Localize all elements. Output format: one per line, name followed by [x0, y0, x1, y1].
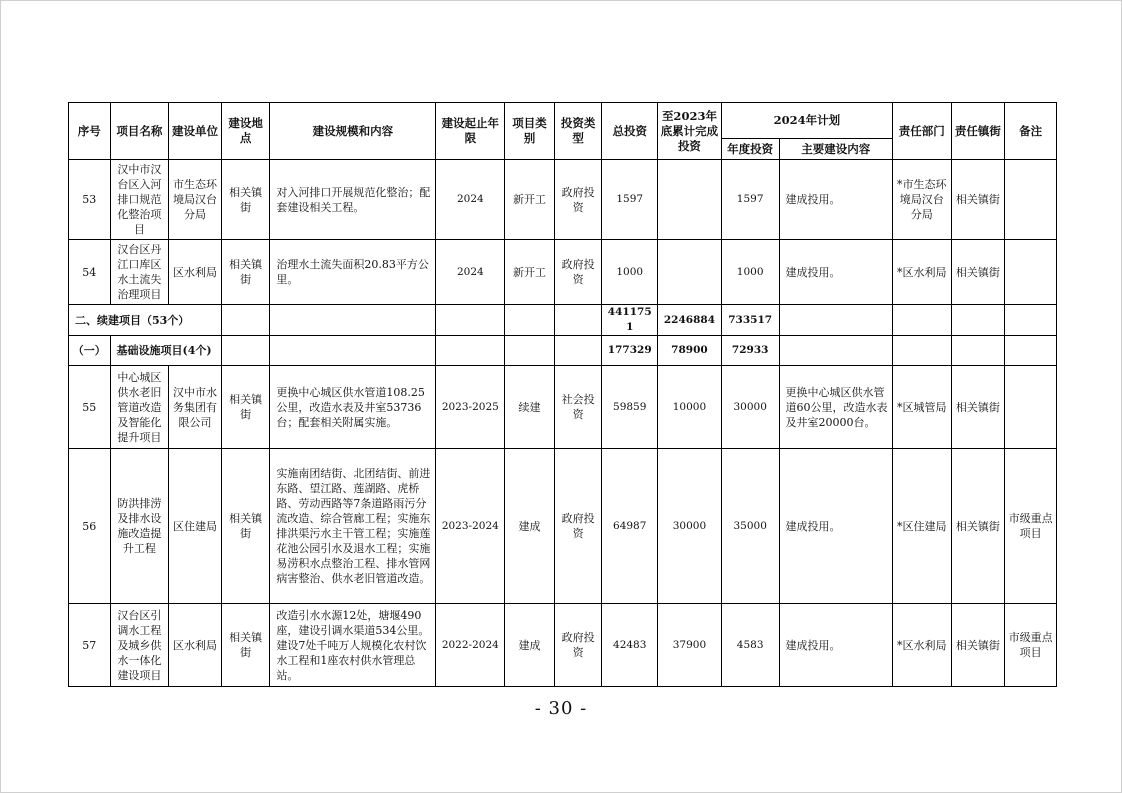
cell-dept: *区住建局	[892, 449, 951, 604]
cell-remark: 市级重点项目	[1005, 449, 1057, 604]
cell-street: 相关镇街	[951, 160, 1005, 240]
cell-main-content: 建成投用。	[779, 240, 892, 305]
section-annual: 733517	[721, 305, 779, 336]
cell-annual: 1000	[721, 240, 779, 305]
cell-invest-type: 政府投资	[554, 604, 602, 687]
cell-remark	[1005, 160, 1057, 240]
section-cum-2023: 2246884	[658, 305, 722, 336]
cell-main-content: 建成投用。	[779, 449, 892, 604]
cell-main-content: 更换中心城区供水管道60公里，改造水表及井室20000台。	[779, 366, 892, 449]
cell-name: 汉台区引调水工程及城乡供水一体化建设项目	[110, 604, 169, 687]
cell-unit: 区水利局	[169, 604, 222, 687]
cell-total: 64987	[602, 449, 658, 604]
cell-cum-2023: 10000	[658, 366, 722, 449]
cell-seq: 57	[69, 604, 111, 687]
cell-invest-type: 政府投资	[554, 449, 602, 604]
project-table	[68, 102, 1057, 687]
cell-period: 2023-2024	[436, 449, 505, 604]
header-total: 总投资	[602, 103, 658, 160]
header-scope: 建设规模和内容	[270, 103, 436, 160]
table-row	[69, 366, 1057, 449]
cell-dept: *区水利局	[892, 240, 951, 305]
cell-main-content: 建成投用。	[779, 160, 892, 240]
cell-category: 新开工	[505, 240, 555, 305]
subsection-total: 177329	[602, 336, 658, 366]
cell-scope: 治理水土流失面积20.83平方公里。	[270, 240, 436, 305]
cell-street: 相关镇街	[951, 449, 1005, 604]
cell-annual: 35000	[721, 449, 779, 604]
cell-cum-2023	[658, 240, 722, 305]
cell-invest-type: 社会投资	[554, 366, 602, 449]
cell-remark	[1005, 240, 1057, 305]
cell-name: 中心城区供水老旧管道改造及智能化提升项目	[110, 366, 169, 449]
section-row	[69, 305, 1057, 336]
cell-scope: 改造引水水源12处，塘堰490座，建设引调水渠道534公里。建设7处千吨万人规模化农村饮水工程和1座农村供水管理总站。	[270, 604, 436, 687]
header-name: 项目名称	[110, 103, 169, 160]
cell-total: 59859	[602, 366, 658, 449]
cell-seq: 55	[69, 366, 111, 449]
cell-main-content: 建成投用。	[779, 604, 892, 687]
table-row	[69, 160, 1057, 240]
cell-cum-2023	[658, 160, 722, 240]
subsection-annual: 72933	[721, 336, 779, 366]
cell-location: 相关镇街	[221, 604, 270, 687]
cell-street: 相关镇街	[951, 604, 1005, 687]
cell-category: 建成	[505, 449, 555, 604]
cell-name: 汉中市汉台区入河排口规范化整治项目	[110, 160, 169, 240]
cell-invest-type: 政府投资	[554, 240, 602, 305]
table-row	[69, 604, 1057, 687]
cell-dept: *区水利局	[892, 604, 951, 687]
cell-scope: 对入河排口开展规范化整治；配套建设相关工程。	[270, 160, 436, 240]
cell-street: 相关镇街	[951, 366, 1005, 449]
table-row	[69, 240, 1057, 305]
cell-remark	[1005, 366, 1057, 449]
cell-period: 2024	[436, 160, 505, 240]
cell-unit: 区住建局	[169, 449, 222, 604]
cell-dept: *市生态环境局汉台分局	[892, 160, 951, 240]
subsection-title: 基础设施项目(4个)	[110, 336, 221, 366]
header-street: 责任镇街	[951, 103, 1005, 160]
cell-seq: 53	[69, 160, 111, 240]
cell-period: 2023-2025	[436, 366, 505, 449]
header-period: 建设起止年限	[436, 103, 505, 160]
section-total: 4411751	[602, 305, 658, 336]
page-number: - 30 -	[534, 698, 588, 719]
cell-scope: 更换中心城区供水管道108.25公里，改造水表及井室53736台；配套相关附属实施。	[270, 366, 436, 449]
cell-remark: 市级重点项目	[1005, 604, 1057, 687]
cell-cum-2023: 37900	[658, 604, 722, 687]
cell-cum-2023: 30000	[658, 449, 722, 604]
subsection-number: （一）	[69, 336, 111, 366]
cell-total: 42483	[602, 604, 658, 687]
cell-annual: 30000	[721, 366, 779, 449]
cell-total: 1597	[602, 160, 658, 240]
cell-unit: 区水利局	[169, 240, 222, 305]
header-seq: 序号	[69, 103, 111, 160]
header-category: 项目类别	[505, 103, 555, 160]
cell-period: 2022-2024	[436, 604, 505, 687]
header-main-content: 主要建设内容	[779, 139, 892, 160]
cell-invest-type: 政府投资	[554, 160, 602, 240]
header-annual: 年度投资	[721, 139, 779, 160]
header-dept: 责任部门	[892, 103, 951, 160]
cell-annual: 4583	[721, 604, 779, 687]
cell-location: 相关镇街	[221, 449, 270, 604]
cell-location: 相关镇街	[221, 240, 270, 305]
header-remark: 备注	[1005, 103, 1057, 160]
cell-annual: 1597	[721, 160, 779, 240]
cell-period: 2024	[436, 240, 505, 305]
header-location: 建设地点	[221, 103, 270, 160]
header-invest-type: 投资类型	[554, 103, 602, 160]
cell-dept: *区城管局	[892, 366, 951, 449]
cell-name: 防洪排涝及排水设施改造提升工程	[110, 449, 169, 604]
cell-unit: 市生态环境局汉台分局	[169, 160, 222, 240]
header-unit: 建设单位	[169, 103, 222, 160]
cell-seq: 56	[69, 449, 111, 604]
table-row	[69, 449, 1057, 604]
subsection-cum-2023: 78900	[658, 336, 722, 366]
cell-street: 相关镇街	[951, 240, 1005, 305]
header-plan-2024: 2024年计划	[721, 103, 892, 139]
cell-unit: 汉中市水务集团有限公司	[169, 366, 222, 449]
cell-total: 1000	[602, 240, 658, 305]
cell-location: 相关镇街	[221, 160, 270, 240]
cell-category: 续建	[505, 366, 555, 449]
subsection-row	[69, 336, 1057, 366]
cell-scope: 实施南团结街、北团结街、前进东路、望江路、莲湖路、虎桥路、劳动西路等7条道路雨污分流改造、综合管廊工程；实施东排洪渠污水主干管工程；实施莲花池公园引水及退水工程；实施易涝积水点整治工程、排水管网病害整治、供水老旧管道改造。	[270, 449, 436, 604]
cell-location: 相关镇街	[221, 366, 270, 449]
section-title: 二、续建项目（53个）	[69, 305, 222, 336]
cell-category: 建成	[505, 604, 555, 687]
header-cum-2023: 至2023年底累计完成投资	[658, 103, 722, 160]
cell-category: 新开工	[505, 160, 555, 240]
cell-name: 汉台区丹江口库区水土流失治理项目	[110, 240, 169, 305]
cell-seq: 54	[69, 240, 111, 305]
